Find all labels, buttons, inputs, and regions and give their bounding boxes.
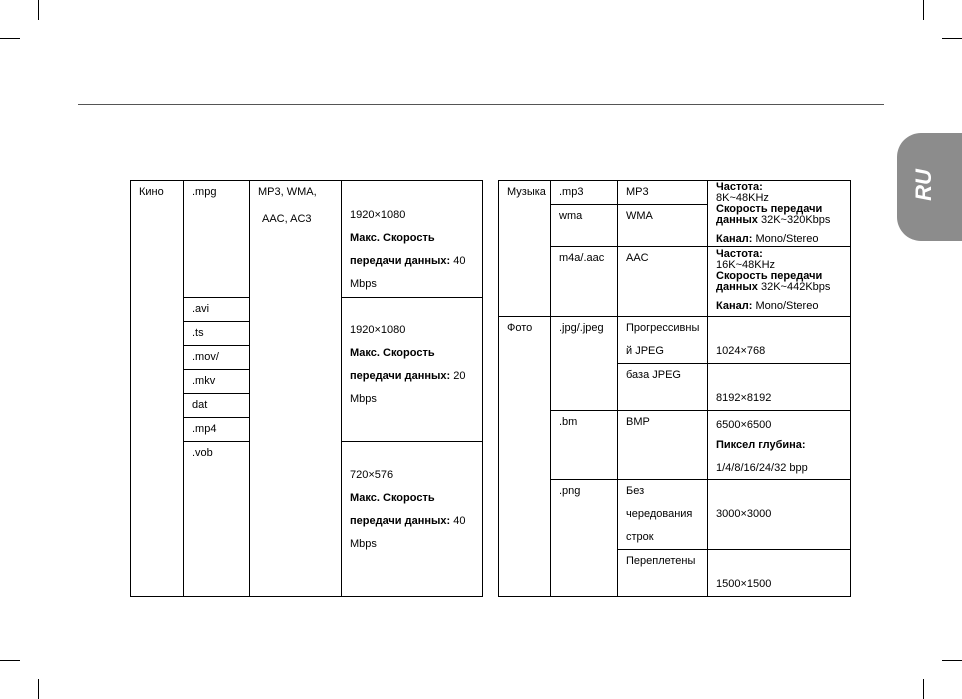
rate-unit: Mbps (350, 538, 377, 550)
spec-cell (342, 442, 483, 597)
video-category: Кино (131, 181, 184, 597)
freq-label: Частота: (716, 248, 763, 260)
format-cell: .mp3 (551, 181, 618, 205)
rate-label: Скорость передачи (716, 270, 823, 282)
codec-cell: MP3 (618, 181, 708, 205)
crop-mark (923, 0, 924, 20)
language-tab-label: RU (911, 169, 936, 201)
spec-cell (342, 181, 483, 298)
header-rule (78, 104, 884, 105)
format-cell: .mov/ (184, 346, 250, 370)
rate-unit: Mbps (350, 278, 377, 290)
crop-mark (942, 660, 962, 661)
max-label: Макс. Скорость (350, 347, 435, 359)
codec-cell: BMP (618, 411, 708, 480)
rate-value: 32K~320Kbps (760, 214, 831, 226)
codec-cell: Прогрессивны й JPEG (618, 317, 708, 364)
rate-value: 20 (453, 370, 466, 382)
resolution-cell: 1500×1500 (708, 550, 851, 597)
audio-photo-formats-table (498, 180, 851, 597)
rate-label: данных (716, 281, 758, 293)
language-tab (897, 133, 962, 241)
audio-spec-cell (708, 181, 851, 247)
video-formats-table (130, 180, 483, 597)
crop-mark (38, 679, 39, 699)
resolution: 720×576 (350, 469, 394, 481)
channel-label: Канал: (716, 233, 753, 245)
crop-mark (0, 660, 20, 661)
freq-value: 8K~48KHz (716, 192, 769, 204)
resolution: 1920×1080 (350, 324, 406, 336)
crop-mark (942, 38, 962, 39)
rate-value: 32K~442Kbps (760, 281, 831, 293)
crop-mark (38, 0, 39, 20)
format-cell: .avi (184, 298, 250, 322)
resolution-cell: 3000×3000 (708, 480, 851, 550)
rate-label: передачи данных: (350, 370, 451, 382)
crop-mark (0, 38, 20, 39)
rate-value: 40 (453, 515, 466, 527)
photo-category: Фото (499, 317, 551, 597)
freq-value: 16K~48KHz (716, 259, 776, 271)
max-label: Макс. Скорость (350, 232, 435, 244)
resolution-cell: 8192×8192 (708, 364, 851, 411)
codec-cell: Без чередования строк (618, 480, 708, 550)
crop-mark (923, 679, 924, 699)
format-cell: .mkv (184, 370, 250, 394)
depth-value: 1/4/8/16/24/32 bpp (716, 462, 808, 474)
rate-label: Скорость передачи (716, 203, 823, 215)
format-cell: wma (551, 205, 618, 247)
rate-value: 40 (453, 255, 466, 267)
max-label: Макс. Скорость (350, 492, 435, 504)
audio-line: MP3, WMA, (258, 186, 317, 198)
music-category: Музыка (499, 181, 551, 317)
rate-label: передачи данных: (350, 515, 451, 527)
codec-cell: AAC (618, 247, 708, 317)
format-cell: .mp4 (184, 418, 250, 442)
spec-cell (342, 298, 483, 442)
codec-cell: база JPEG (618, 364, 708, 411)
video-audio-cell (250, 181, 342, 597)
format-cell: .bm (551, 411, 618, 480)
format-cell: .mpg (184, 181, 250, 298)
audio-line: AAC, AC3 (262, 213, 312, 225)
audio-spec-cell (708, 247, 851, 317)
format-cell: .jpg/.jpeg (551, 317, 618, 411)
format-cell: .ts (184, 322, 250, 346)
channel-label: Канал: (716, 300, 753, 312)
rate-unit: Mbps (350, 393, 377, 405)
rate-label: передачи данных: (350, 255, 451, 267)
resolution-cell: 6500×6500 Пиксел глубина: 1/4/8/16/24/32 bpp (708, 411, 851, 480)
rate-label: данных (716, 214, 758, 226)
format-cell: m4a/.aac (551, 247, 618, 317)
channel-value: Mono/Stereo (755, 233, 819, 245)
depth-label: Пиксел глубина: (716, 439, 806, 451)
codec-cell: WMA (618, 205, 708, 247)
channel-value: Mono/Stereo (755, 300, 819, 312)
freq-label: Частота: (716, 181, 763, 193)
codec-cell: Переплетены (618, 550, 708, 597)
format-cell: dat (184, 394, 250, 418)
format-cell: .vob (184, 442, 250, 597)
resolution-cell: 1024×768 (708, 317, 851, 364)
format-cell: .png (551, 480, 618, 597)
resolution: 1920×1080 (350, 209, 406, 221)
